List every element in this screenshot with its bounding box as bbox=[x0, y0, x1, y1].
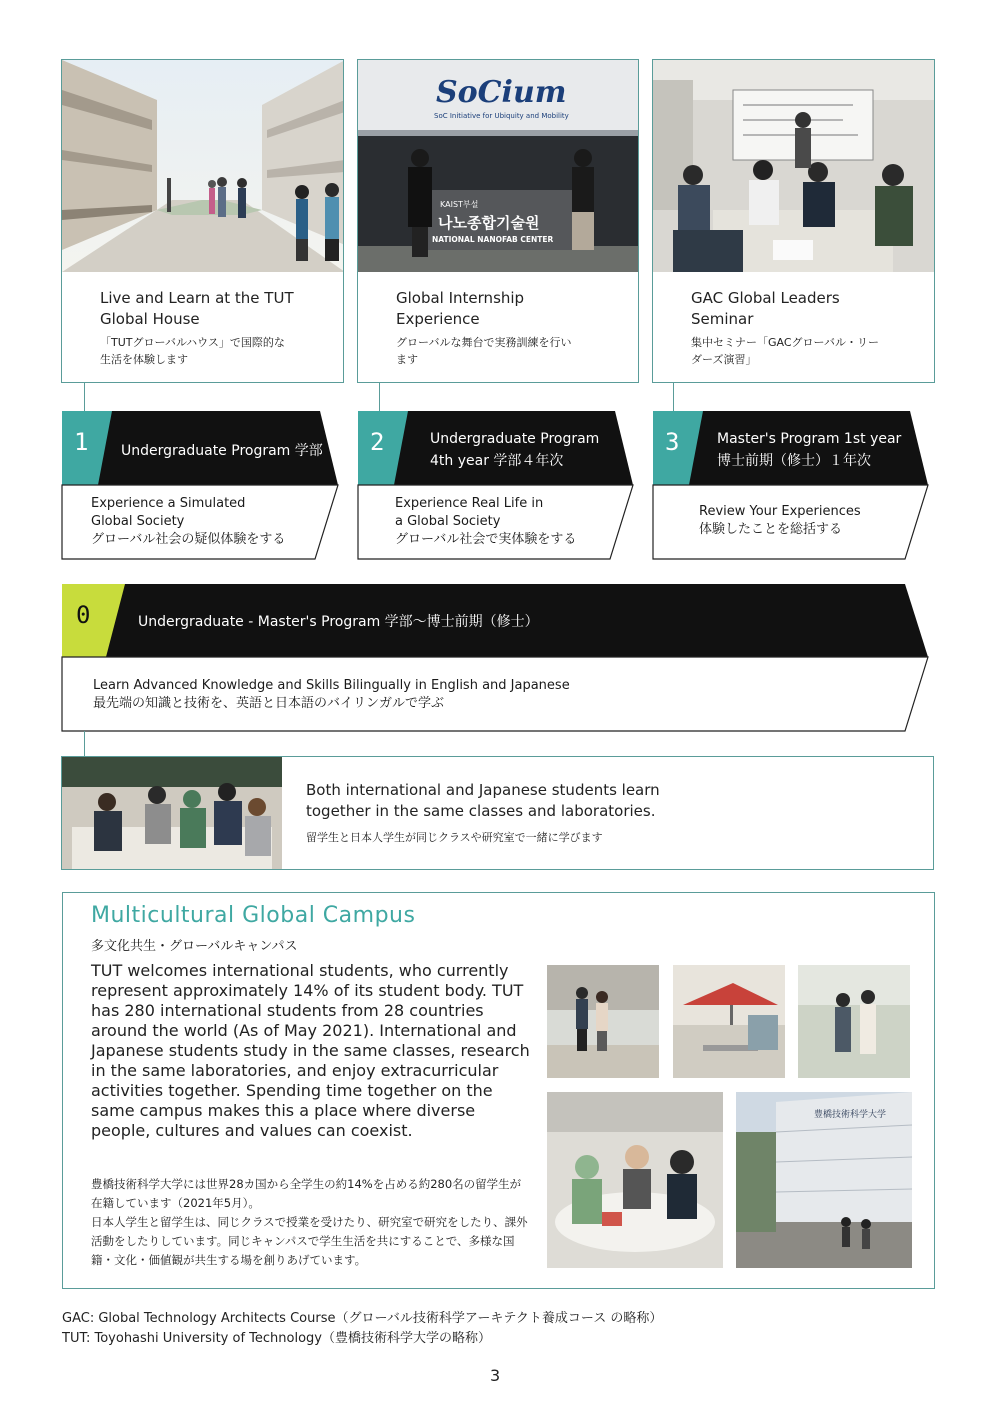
campus-title: Multicultural Global Campus bbox=[91, 903, 416, 928]
step-number: 2 bbox=[370, 428, 385, 456]
together-card bbox=[61, 756, 934, 870]
nnfc-sign-kr: 나노종합기술원 bbox=[438, 214, 540, 232]
card-description-jp: 「TUTグローバルハウス」で国際的な 生活を体験します bbox=[100, 336, 285, 366]
card-global-internship bbox=[357, 59, 639, 383]
step-title: Undergraduate Program 学部 bbox=[121, 443, 323, 459]
card-title: Global Internship Experience bbox=[396, 289, 525, 328]
students-chatting-photo bbox=[798, 965, 910, 1078]
step-number: 0 bbox=[76, 601, 91, 629]
together-text-en: Both international and Japanese students learn together in the same classes and laboratories. bbox=[306, 781, 660, 820]
connector-line bbox=[84, 731, 85, 757]
step-description: Review Your Experiences 体験したことを総括する bbox=[699, 504, 861, 537]
together-text-jp: 留学生と日本人学生が同じクラスや研究室で一緒に学びます bbox=[306, 831, 603, 844]
step-number: 3 bbox=[665, 428, 680, 456]
campus-body-en: TUT welcomes international students, who currently represent approximately 14% of its student body. TUT has 280 international students from 28 countries around the world (As of May 2021). International and Japanese students study in the same classes, research in the same laboratories, and enjoy extracurricular activities together. Spending time together on the same campus makes this a place where diverse people, cultures and values can coexist. bbox=[91, 961, 530, 1140]
step-title: Undergraduate Program 4th year 学部４年次 bbox=[430, 431, 600, 469]
card-description-jp: グローバルな舞台で実務訓練を行い ます bbox=[396, 336, 572, 366]
card-description-jp: 集中セミナー「GACグローバル・リー ダーズ演習」 bbox=[691, 336, 879, 366]
kaist-sign: KAIST부설 bbox=[440, 200, 479, 209]
campus-body-jp: 豊橋技術科学大学には世界28カ国から全学生の約14%を占める約280名の留学生が在籍しています（2021年5月）。 日本人学生と留学生は、同じクラスで授業を受けたり、研究室で研究をしたり、課外活動をしたりしています。同じキャンパスで学生生活を共にすることで、多様な国籍・文化・価値観が共生する場を創りあげています。 bbox=[91, 1177, 528, 1267]
step-description: Learn Advanced Knowledge and Skills Bilingually in English and Japanese 最先端の知識と技術を、英語と日本語のバイリンガルで学ぶ bbox=[93, 678, 570, 711]
step-title: Master's Program 1st year 博士前期（修士）１年次 bbox=[717, 431, 902, 469]
nnfc-sign-en: NATIONAL NANOFAB CENTER bbox=[432, 235, 554, 244]
building-sign: 豊橋技術科学大学 bbox=[814, 1110, 887, 1120]
card-title: GAC Global Leaders Seminar bbox=[691, 289, 840, 328]
study-group-photo bbox=[547, 1092, 723, 1268]
seminar-photo bbox=[653, 60, 934, 272]
footnote-tut: TUT: Toyohashi University of Technology（豊橋技術科学大学の略称） bbox=[62, 1331, 491, 1346]
internship-illustration bbox=[358, 60, 638, 272]
card-gac-seminar bbox=[652, 59, 935, 383]
step-description: Experience a Simulated Global Society グローバル社会の疑似体験をする bbox=[91, 496, 286, 547]
students-walking-photo bbox=[547, 965, 659, 1078]
socium-logo: SoCium bbox=[436, 75, 567, 110]
page-number: 3 bbox=[490, 1366, 501, 1385]
card-global-house bbox=[61, 59, 344, 383]
internship-photo bbox=[358, 60, 638, 272]
socium-subtitle: SoC Initiative for Ubiquity and Mobility bbox=[434, 112, 569, 120]
step-title: Undergraduate - Master's Program 学部〜博士前期（修士） bbox=[138, 614, 539, 630]
university-building-photo bbox=[736, 1092, 912, 1268]
campus-section bbox=[62, 892, 935, 1289]
outdoor-cafe-photo bbox=[673, 965, 785, 1078]
campus-subtitle: 多文化共生・グローバルキャンパス bbox=[91, 939, 298, 954]
seminar-illustration bbox=[653, 60, 934, 272]
classroom-photo bbox=[62, 757, 282, 869]
footnote-gac: GAC: Global Technology Architects Course（グローバル技術科学アーキテクト養成コース の略称） bbox=[62, 1311, 663, 1326]
step-description: Experience Real Life in a Global Society グローバル社会で実体験をする bbox=[395, 496, 577, 547]
card-title: Live and Learn at the TUT Global House bbox=[100, 289, 294, 328]
campus-street-illustration bbox=[62, 60, 343, 272]
campus-street-photo bbox=[62, 60, 343, 272]
classroom-illustration bbox=[62, 757, 282, 869]
program-zero-shape bbox=[0, 578, 992, 738]
step-number: 1 bbox=[74, 428, 89, 456]
